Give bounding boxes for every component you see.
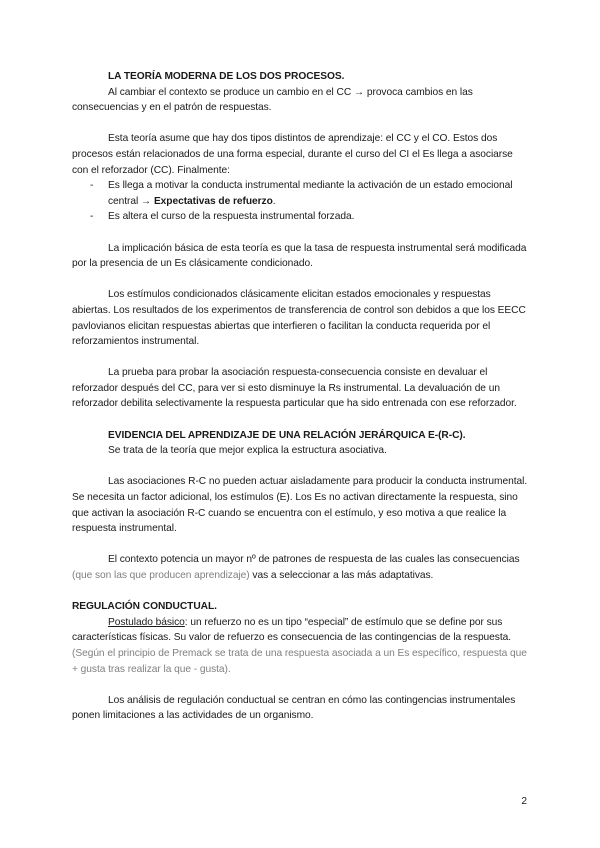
list-item-text: Es llega a motivar la conducta instrumental mediante la activación de un estado emocional central → [108, 180, 513, 207]
underlined-term: Postulado básico [108, 616, 185, 628]
bullet-dash: - [90, 211, 94, 223]
gray-aside: (que son las que producen aprendizaje) [72, 570, 250, 581]
section-heading-behavioral-regulation: REGULACIÓN CONDUCTUAL. [72, 601, 217, 613]
paragraph-text: : un refuerzo no es un tipo “especial” de estímulo que se define por sus características físicas. Su valor de refuerzo es consecuencia de las contingencias de la respuesta. [72, 616, 512, 644]
paragraph [72, 552, 530, 583]
section-heading-hierarchical-relation: EVIDENCIA DEL APRENDIZAJE DE UNA RELACIÓN JERÁRQUICA E-(R-C). [108, 429, 466, 441]
paragraph: Los análisis de regulación conductual se centran en cómo las contingencias instrumentales ponen limitaciones a las actividades de un organismo. [72, 694, 516, 722]
paragraph: Las asociaciones R-C no pueden actuar aisladamente para producir la conducta instrumental. Se necesita un factor adicional, los estímulos (E). Los Es no activan directamente la respuesta, sino que activan la asociación R-C cuando se encuentra con el estímulo, y eso motiva a que realice la respuesta instrumental. [72, 476, 528, 535]
page-content [72, 69, 530, 724]
page-number: 2 [521, 796, 527, 807]
gray-aside: (Según el principio de Premack se trata de una respuesta asociada a un Es específico, respuesta que + gusta tras realizar la que - gusta). [72, 647, 527, 675]
list-item-end: . [272, 195, 276, 207]
paragraph: La prueba para probar la asociación respuesta-consecuencia consiste en devaluar el reforzador después del CC, para ver si esto disminuye la Rs instrumental. La devaluación de un reforzador debilita selectivamente la respuesta particular que ha sido entrenada con ese reforzador. [72, 367, 517, 410]
section-heading-two-process-theory: LA TEORÍA MODERNA DE LOS DOS PROCESOS. [108, 71, 345, 82]
paragraph: Esta teoría asume que hay dos tipos distintos de aprendizaje: el CC y el CO. Estos dos procesos están relacionados de una forma especial, durante el curso del CI el Es llega a asociarse con el reforzador (CC). Finalmente: [72, 133, 513, 176]
list-item-bold: Expectativas de refuerzo [153, 195, 273, 207]
bullet-list [72, 178, 530, 225]
list-item [72, 209, 530, 225]
paragraph: La implicación básica de esta teoría es que la tasa de respuesta instrumental será modificada por la presencia de un Es clásicamente condicionado. [72, 242, 527, 270]
bullet-dash: - [90, 180, 94, 192]
paragraph-text: vas a seleccionar a las más adaptativas. [249, 570, 434, 581]
paragraph: Los estímulos condicionados clásicamente elicitan estados emocionales y respuestas abiertas. Los resultados de los experimentos de transferencia de control son debidos a que los EECC pavlovianos elicitan respuestas abiertas que interfieren o facilitan la conducta requerida por el reforzamientos instrumental. [72, 289, 526, 348]
list-item-text: Es altera el curso de la respuesta instrumental forzada. [108, 211, 355, 223]
paragraph: Se trata de la teoría que mejor explica la estructura asociativa. [108, 445, 387, 457]
list-item [72, 178, 530, 209]
paragraph-text: El contexto potencia un mayor nº de patrones de respuesta de las cuales las consecuencias [108, 554, 520, 566]
paragraph [72, 615, 530, 677]
paragraph: Al cambiar el contexto se produce un cambio en el CC → provoca cambios en las consecuencias y en el patrón de respuestas. [72, 86, 473, 114]
